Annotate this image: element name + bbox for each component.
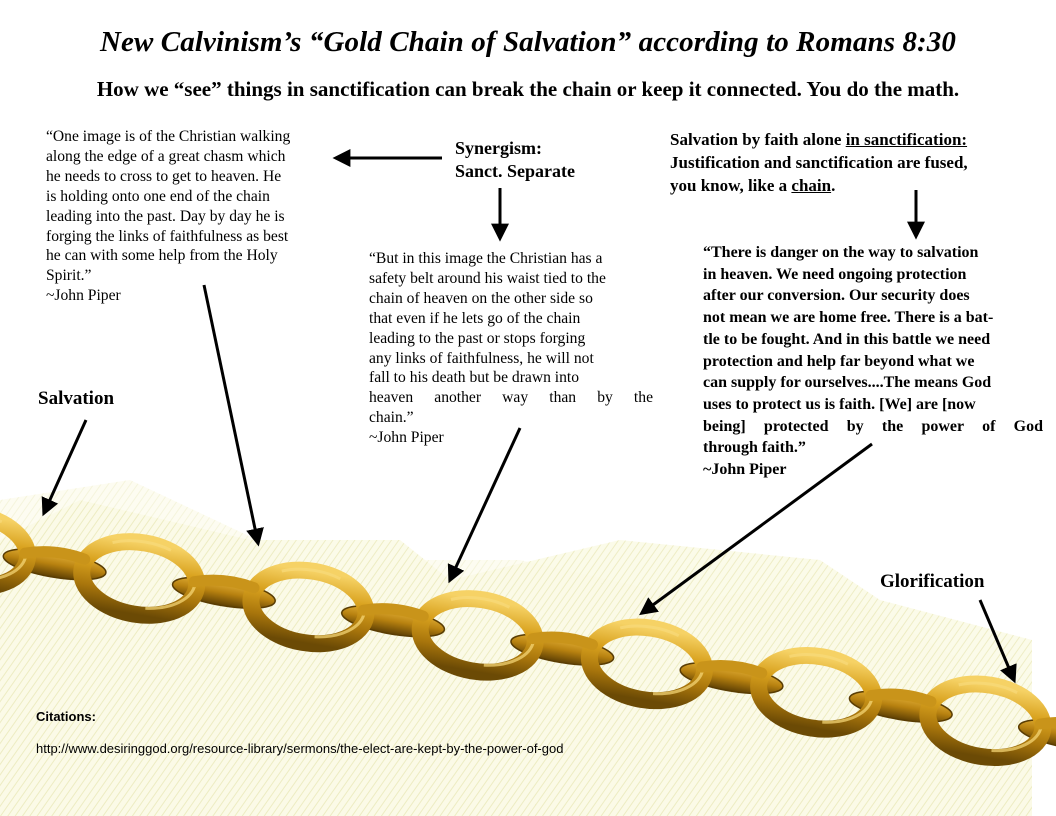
page-subtitle: How we “see” things in sanctification can break the chain or keep it connected. You do the math. xyxy=(96,77,960,101)
quote-source: ~John Piper xyxy=(703,461,787,479)
salvation-label: Salvation xyxy=(38,388,115,409)
quote-line: safety belt around his waist tied to the xyxy=(369,269,606,287)
note-underlined: in sanctification: xyxy=(845,130,968,149)
synergism-label xyxy=(455,137,575,183)
note-text: Salvation by faith alone xyxy=(670,130,846,149)
quote-line: along the edge of a great chasm which xyxy=(46,147,286,165)
note-text: . xyxy=(831,176,836,195)
quote-line: after our conversion. Our security does xyxy=(703,287,970,305)
citations-heading: Citations: xyxy=(36,709,96,724)
quote-left xyxy=(46,127,338,306)
quote-line: is holding onto one end of the chain xyxy=(46,187,270,205)
quote-line: leading to the past or stops forging xyxy=(369,329,586,347)
note-underlined: chain xyxy=(791,176,832,195)
quote-line: chain.” xyxy=(369,409,414,427)
note-text: you know, like a xyxy=(670,176,792,195)
quote-line: “One image is of the Christian walking xyxy=(46,128,291,145)
quote-line: that even if he lets go of the chain xyxy=(369,309,581,327)
salvation-faith-alone-note xyxy=(670,128,1026,197)
quote-line: tle to be fought. And in this battle we need xyxy=(703,330,991,348)
quote-line: being] protected by the power of God xyxy=(703,417,1043,435)
quote-line: chain of heaven on the other side so xyxy=(369,289,593,307)
quote-line: fall to his death but be drawn into xyxy=(369,369,580,387)
quote-line: “There is danger on the way to salvation xyxy=(703,244,979,261)
synergism-line: Sanct. Separate xyxy=(455,161,575,181)
quote-source: ~John Piper xyxy=(369,429,444,447)
note-text: Justification and sanctification are fused, xyxy=(670,153,968,172)
quote-line: “But in this image the Christian has a xyxy=(369,250,603,267)
quote-line: forging the links of faithfulness as best xyxy=(46,227,289,245)
quote-line: not mean we are home free. There is a bat- xyxy=(703,309,994,327)
quote-line: Spirit.” xyxy=(46,267,92,285)
quote-line: any links of faithfulness, he will not xyxy=(369,349,594,367)
quote-line: can supply for ourselves....The means God xyxy=(703,374,992,392)
citation-url[interactable]: http://www.desiringgod.org/resource-library/sermons/the-elect-are-kept-by-the-power-of-god xyxy=(36,741,564,756)
quote-middle xyxy=(369,249,653,448)
page-title: New Calvinism’s “Gold Chain of Salvation” according to Romans 8:30 xyxy=(99,26,956,58)
quote-line: he can with some help from the Holy xyxy=(46,247,278,265)
quote-line: uses to protect us is faith. [We] are [now xyxy=(703,395,976,413)
quote-source: ~John Piper xyxy=(46,287,121,305)
quote-line: leading into the past. Day by day he is xyxy=(46,207,285,225)
synergism-line: Synergism: xyxy=(455,138,542,158)
glorification-label: Glorification xyxy=(880,571,985,592)
arrow-middle-quote-to-chain xyxy=(450,428,520,580)
quote-right xyxy=(703,242,1043,481)
quote-line: in heaven. We need ongoing protection xyxy=(703,265,967,283)
quote-line: through faith.” xyxy=(703,439,806,457)
quote-line: he needs to cross to get to heaven. He xyxy=(46,167,282,185)
quote-line: heaven another way than by the xyxy=(369,389,653,407)
quote-line: protection and help far beyond what we xyxy=(703,352,975,370)
arrow-left-quote-to-chain xyxy=(204,285,258,543)
